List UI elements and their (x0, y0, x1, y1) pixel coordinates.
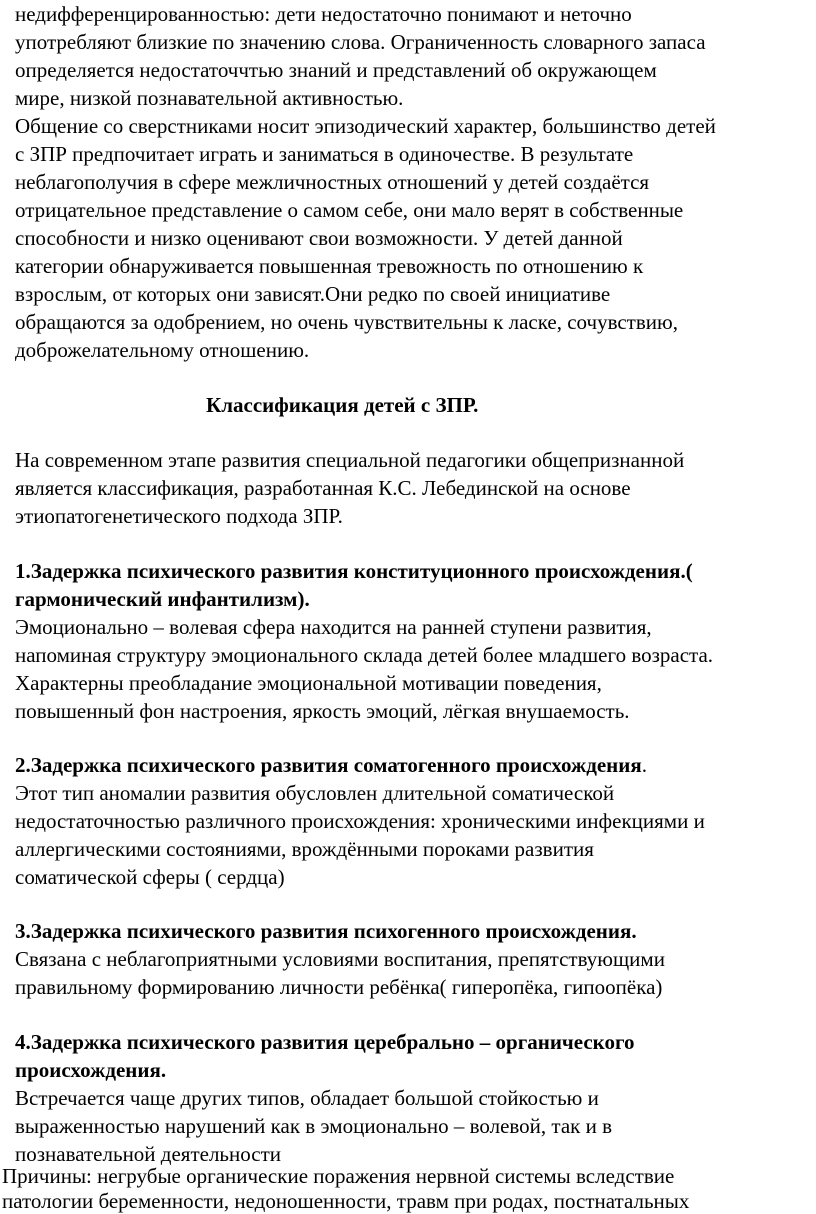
text-line: Причины: негрубые органические поражения нервной системы вследствие (2, 1164, 675, 1188)
text-line: способности и низко оценивают свои возможности. У детей данной (15, 226, 623, 250)
text-line: правильному формированию личности ребёнка( гиперопёка, гипоопёка) (15, 975, 663, 999)
text-line: соматической сферы ( сердца) (15, 865, 285, 889)
text-line: недифференцированностью: дети недостаточно понимают и неточно (15, 2, 632, 26)
heading-bold-text: 2.Задержка психического развития соматогенного происхождения (15, 753, 642, 777)
text-line: повышенный фон настроения, яркость эмоций, лёгкая внушаемость. (15, 699, 630, 723)
text-line: Общение со сверстниками носит эпизодический характер, большинство детей (15, 114, 716, 138)
text-line: напоминая структуру эмоционального склада детей более младшего возраста. (15, 643, 714, 667)
text-line: патологии беременности, недоношенности, травм при родах, постнатальных (2, 1189, 690, 1213)
text-line: неблагополучия в сфере межличностных отношений у детей создаётся (15, 170, 650, 194)
text-line: этиопатогенетического подхода ЗПР. (15, 504, 343, 528)
text-line: Эмоционально – волевая сфера находится на ранней ступени развития, (15, 615, 652, 639)
subsection-heading: происхождения. (15, 1058, 167, 1082)
text-line: Связана с неблагоприятными условиями воспитания, препятствующими (15, 947, 665, 971)
text-line: определяется недостаточчтью знаний и представлений об окружающем (15, 58, 657, 82)
text-line: обращаются за одобрением, но очень чувствительны к ласке, сочувствию, (15, 310, 678, 334)
subsection-heading: 4.Задержка психического развития церебрально – органического (15, 1030, 635, 1054)
text-line: недостаточностью различного происхождения: хроническими инфекциями и (15, 809, 705, 833)
text-line: доброжелательному отношению. (15, 338, 310, 362)
text-line: является классификация, разработанная К.С. Лебединской на основе (15, 476, 631, 500)
text-line: познавательной деятельности (15, 1142, 282, 1166)
heading-dot: . (641, 753, 647, 777)
text-line: мире, низкой познавательной активностью. (15, 86, 404, 110)
subsection-heading: 1.Задержка психического развития конституционного происхождения.( (15, 559, 693, 583)
text-line: Встречается чаще других типов, обладает большой стойкостью и (15, 1086, 599, 1110)
text-line: выраженностью нарушений как в эмоционально – волевой, так и в (15, 1114, 613, 1138)
text-line: отрицательное представление о самом себе, они мало верят в собственные (15, 198, 684, 222)
text-line: аллергическими состояниями, врождёнными пороками развития (15, 837, 594, 861)
subsection-heading (15, 752, 647, 778)
text-line: Этот тип аномалии развития обусловлен длительной соматической (15, 781, 615, 805)
text-line: Характерны преобладание эмоциональной мотивации поведения, (15, 671, 602, 695)
text-line: категории обнаруживается повышенная тревожность по отношению к (15, 254, 644, 278)
subsection-heading: гармонический инфантилизм). (15, 587, 310, 611)
section-heading: Классификация детей с ЗПР. (206, 393, 479, 417)
text-line: с ЗПР предпочитает играть и заниматься в одиночестве. В результате (15, 142, 634, 166)
text-line: На современном этапе развития специальной педагогики общепризнанной (15, 448, 685, 472)
subsection-heading: 3.Задержка психического развития психогенного происхождения. (15, 919, 637, 943)
text-line: взрослым, от которых они зависят.Они редко по своей инициативе (15, 282, 611, 306)
text-line: употребляют близкие по значению слова. Ограниченность словарного запаса (15, 30, 706, 54)
